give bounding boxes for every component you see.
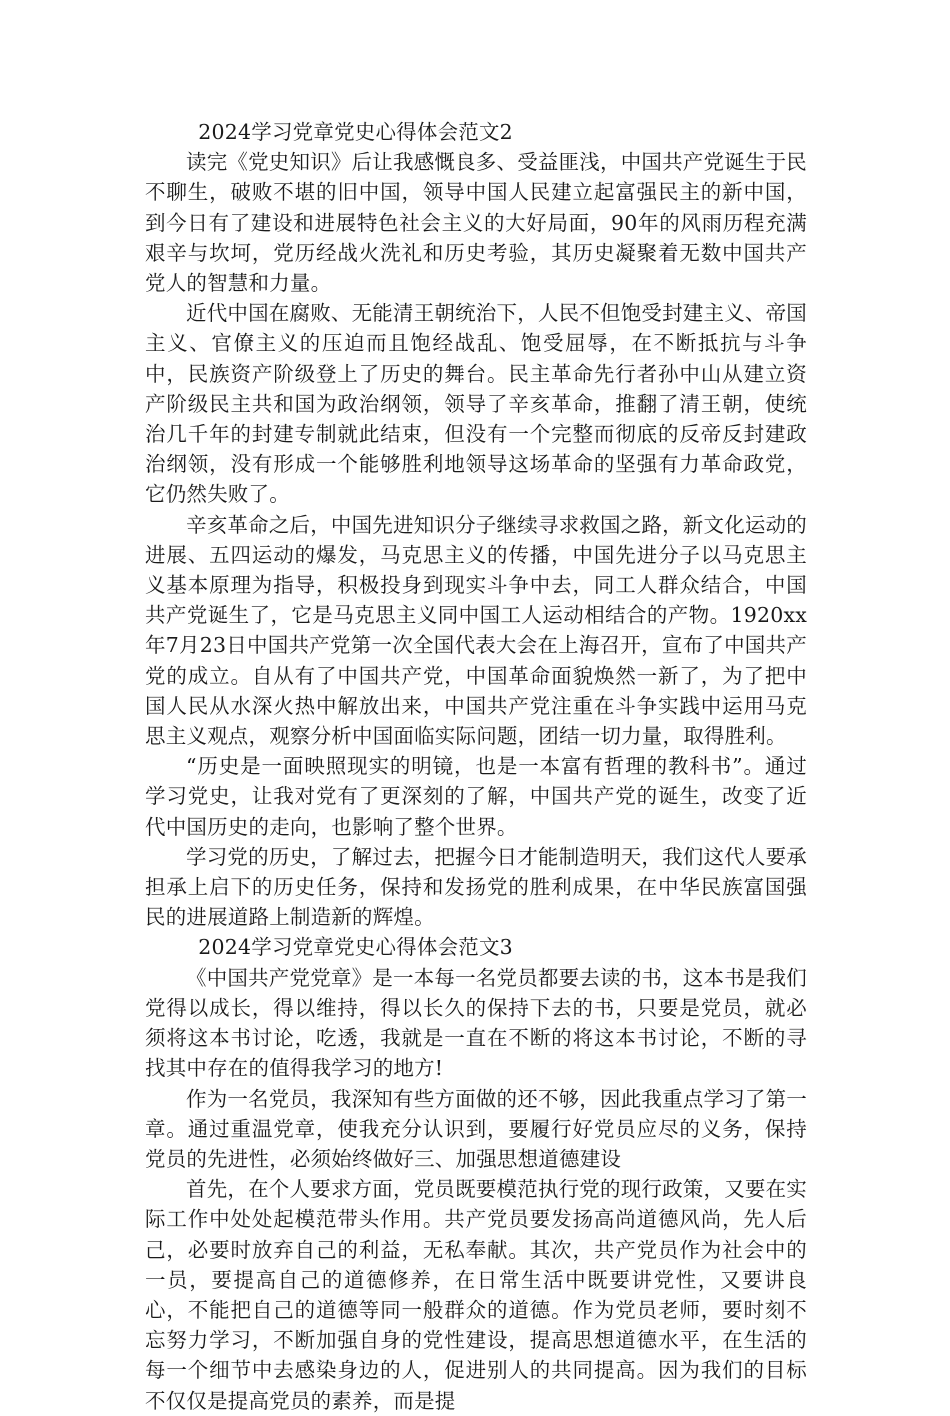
paragraph: 《中国共产党党章》是一本每一名党员都要去读的书，这本书是我们党得以成长，得以维持，得以长久的保持下去的书，只要是党员，就必须将这本书讨论，吃透，我就是一直在不断的将这本书讨论，不断的寻找其中存在的值得我学习的地方! <box>145 965 807 1081</box>
paragraph: “历史是一面映照现实的明镜，也是一本富有哲理的教科书”。通过学习党史，让我对党有了更深刻的了解，中国共产党的诞生，改变了近代中国历史的走向，也影响了整个世界。 <box>145 754 807 839</box>
paragraph: 读完《党史知识》后让我感慨良多、受益匪浅，中国共产党诞生于民不聊生，破败不堪的旧中国，领导中国人民建立起富强民主的新中国，到今日有了建设和进展特色社会主义的大好局面，90年的风雨历程充满艰辛与坎坷，党历经战火洗礼和历史考验，其历史凝聚着无数中国共产党人的智慧和力量。 <box>145 150 807 296</box>
paragraph: 近代中国在腐败、无能清王朝统治下，人民不但饱受封建主义、帝国主义、官僚主义的压迫而且饱经战乱、饱受屈辱，在不断抵抗与斗争中，民族资产阶级登上了历史的舞台。民主革命先行者孙中山从建立资产阶级民主共和国为政治纲领，领导了辛亥革命，推翻了清王朝，使统治几千年的封建专制就此结束，但没有一个完整而彻底的反帝反封建政治纲领，没有形成一个能够胜利地领导这场革命的坚强有力革命政党，它仍然失败了。 <box>145 301 807 507</box>
section-heading: 2024学习党章党史心得体会范文3 <box>198 935 513 960</box>
paragraph: 作为一名党员，我深知有些方面做的还不够，因此我重点学习了第一章。通过重温党章，使我充分认识到，要履行好党员应尽的义务，保持党员的先进性，必须始终做好三、加强思想道德建设 <box>145 1086 807 1171</box>
document-body <box>145 117 807 1416</box>
paragraph: 辛亥革命之后，中国先进知识分子继续寻求救国之路，新文化运动的进展、五四运动的爆发，马克思主义的传播，中国先进分子以马克思主义基本原理为指导，积极投身到现实斗争中去，同工人群众结合，中国共产党诞生了，它是马克思主义同中国工人运动相结合的产物。1920xx年7月23日中国共产党第一次全国代表大会在上海召开，宣布了中国共产党的成立。自从有了中国共产党，中国革命面貌焕然一新了，为了把中国人民从水深火热中解放出来，中国共产党注重在斗争实践中运用马克思主义观点，观察分析中国面临实际问题，团结一切力量，取得胜利。 <box>145 512 807 749</box>
paragraph: 首先，在个人要求方面，党员既要模范执行党的现行政策，又要在实际工作中处处起模范带头作用。共产党员要发扬高尚道德风尚，先人后己，必要时放弃自己的利益，无私奉献。其次，共产党员作为社会中的一员，要提高自己的道德修养，在日常生活中既要讲党性，又要讲良心，不能把自己的道德等同一般群众的道德。作为党员老师，要时刻不忘努力学习，不断加强自身的党性建设，提高思想道德水平，在生活的每一个细节中去感染身边的人，促进别人的共同提高。因为我们的目标不仅仅是提高党员的素养，而是提 <box>145 1177 807 1413</box>
paragraph: 学习党的历史，了解过去，把握今日才能制造明天，我们这代人要承担承上启下的历史任务，保持和发扬党的胜利成果，在中华民族富国强民的进展道路上制造新的辉煌。 <box>145 844 807 930</box>
section-heading: 2024学习党章党史心得体会范文2 <box>198 120 513 144</box>
